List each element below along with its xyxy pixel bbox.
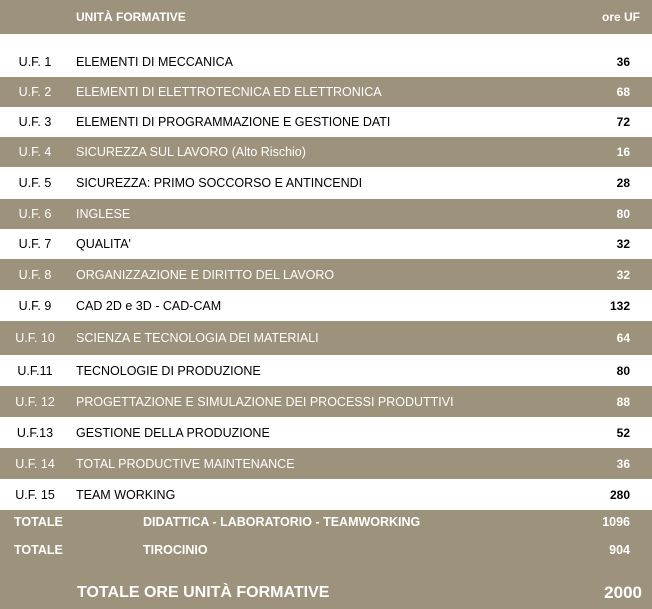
unit-hours: 80 (616, 207, 630, 221)
unit-hours: 64 (616, 331, 630, 345)
total-row-didactics (0, 510, 652, 534)
unit-code: U.F.13 (16, 425, 54, 440)
unit-hours: 32 (616, 237, 630, 251)
unit-title: ORGANIZZAZIONE E DIRITTO DEL LAVORO (76, 267, 335, 282)
unit-hours: 72 (616, 115, 630, 129)
unit-title: TEAM WORKING (76, 487, 176, 502)
unit-title: INGLESE (76, 207, 131, 221)
unit-title: QUALITA' (76, 237, 131, 251)
total-hours: 904 (609, 543, 630, 557)
unit-code: U.F. 15 (15, 487, 55, 502)
unit-title: ELEMENTI DI ELETTROTECNICA ED ELETTRONICA (76, 85, 382, 99)
unit-title: TOTAL PRODUCTIVE MAINTENANCE (76, 456, 295, 471)
unit-title: SICUREZZA SUL LAVORO (Alto Rischio) (76, 145, 306, 159)
unit-code: U.F. 1 (18, 55, 52, 69)
grand-total-row (0, 577, 652, 609)
table-row (0, 448, 652, 479)
unit-code: U.F. 2 (18, 85, 52, 99)
unit-code: U.F. 8 (18, 267, 52, 282)
unit-hours: 132 (609, 298, 630, 313)
unit-code: U.F. 10 (15, 331, 55, 345)
header-title: UNITÀ FORMATIVE (76, 10, 186, 24)
table-row (0, 417, 652, 448)
unit-hours: 88 (616, 394, 630, 409)
unit-title: TECNOLOGIE DI PRODUZIONE (76, 363, 261, 378)
unit-code: U.F.11 (17, 363, 53, 378)
unit-hours: 36 (616, 55, 630, 69)
table-row (0, 479, 652, 510)
table-row (0, 77, 652, 107)
unit-code: U.F. 14 (15, 456, 55, 471)
unit-title: CAD 2D e 3D - CAD-CAM (76, 298, 222, 313)
table-row (0, 47, 652, 77)
table-row (0, 107, 652, 137)
unit-title: SCIENZA E TECNOLOGIA DEI MATERIALI (76, 331, 319, 345)
total-description: DIDATTICA - LABORATORIO - TEAMWORKING (143, 515, 421, 529)
unit-code: U.F. 12 (15, 394, 55, 409)
unit-hours: 280 (609, 487, 630, 502)
unit-hours: 28 (616, 176, 630, 190)
table-row (0, 355, 652, 386)
unit-title: ELEMENTI DI PROGRAMMAZIONE E GESTIONE DATI (76, 115, 391, 129)
grand-total-label: TOTALE ORE UNITÀ FORMATIVE (77, 584, 330, 601)
table-row (0, 137, 652, 167)
total-row-internship (0, 538, 652, 562)
unit-hours: 32 (616, 267, 630, 282)
unit-title: SICUREZZA: PRIMO SOCCORSO E ANTINCENDI (76, 176, 363, 190)
total-label: TOTALE (14, 515, 63, 529)
unit-title: GESTIONE DELLA PRODUZIONE (76, 425, 270, 440)
unit-code: U.F. 7 (18, 237, 52, 251)
unit-hours: 36 (616, 456, 630, 471)
total-hours: 1096 (602, 515, 630, 529)
grand-total-hours: 2000 (604, 583, 642, 602)
unit-hours: 68 (616, 85, 630, 99)
table-header (0, 0, 652, 34)
header-hours-label: ore UF (601, 10, 640, 24)
unit-code: U.F. 9 (18, 298, 52, 313)
unit-code: U.F. 4 (18, 145, 52, 159)
unit-title: PROGETTAZIONE E SIMULAZIONE DEI PROCESSI PRODUTTIVI (76, 394, 454, 409)
unit-hours: 52 (616, 425, 630, 440)
table-row (0, 386, 652, 417)
unit-code: U.F. 3 (18, 115, 52, 129)
table-row (0, 259, 652, 290)
table-row (0, 290, 652, 321)
table-row (0, 199, 652, 229)
table-row (0, 167, 652, 199)
unit-code: U.F. 6 (18, 207, 52, 221)
table-row (0, 229, 652, 259)
table-row (0, 321, 652, 355)
unit-code: U.F. 5 (18, 176, 52, 190)
total-description: TIROCINIO (143, 543, 208, 557)
unit-title: ELEMENTI DI MECCANICA (76, 55, 233, 69)
unit-hours: 16 (616, 145, 630, 159)
total-label: TOTALE (14, 543, 63, 557)
unit-hours: 80 (616, 363, 630, 378)
